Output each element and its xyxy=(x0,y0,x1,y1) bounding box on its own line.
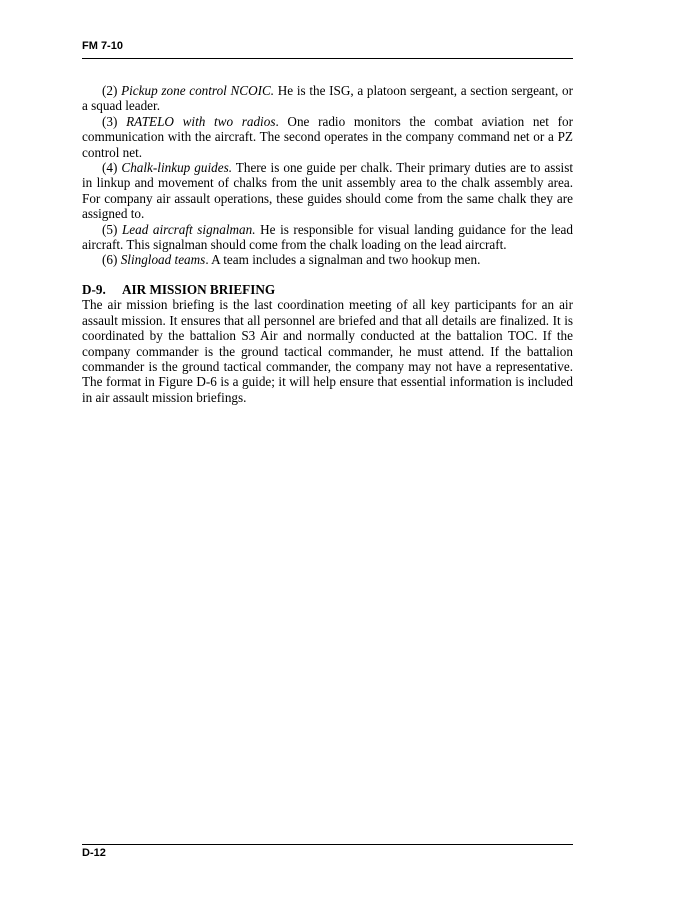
list-item-chalk-linkup-guides xyxy=(82,160,573,222)
item-number: (5) xyxy=(102,221,118,237)
item-text: . A team includes a signalman and two hookup men. xyxy=(205,252,481,268)
item-title: Lead aircraft signalman. xyxy=(121,221,256,237)
section-heading xyxy=(82,282,573,297)
section-number: D-9. xyxy=(82,281,106,297)
item-title: Pickup zone control NCOIC. xyxy=(121,83,275,98)
page-footer xyxy=(82,844,573,859)
section-body: The air mission briefing is the last coordination meeting of all key participants for an air assault mission. It ensures that all personnel are briefed and that all details are finalized. It is coordinated by the battalion S3 Air and normally conducted at the battalion TOC. If the company commander is the ground tactical commander, he must attend. If the battalion commander is the ground tactical commander, the company may not have a representative. The format in Figure D-6 is a guide; it will help ensure that essential information is included in air assault mission briefings. xyxy=(82,297,573,405)
manual-id: FM 7-10 xyxy=(82,40,123,52)
section-title: AIR MISSION BRIEFING xyxy=(122,281,276,297)
item-number: (4) xyxy=(102,160,118,176)
page-header xyxy=(82,38,573,59)
item-text: He is responsible for visual landing guidance for the lead aircraft. This signalman should come from the chalk loading on the lead aircraft. xyxy=(82,221,573,253)
item-number: (6) xyxy=(102,252,118,268)
item-text: . One radio monitors the combat aviation net for communication with the aircraft. The second operates in the company command net or a PZ control net. xyxy=(82,113,573,160)
item-title: RATELO with two radios xyxy=(126,113,276,129)
list-item-ratelo xyxy=(82,114,573,160)
page-body xyxy=(82,83,573,405)
list-item-pickup-zone-ncoic xyxy=(82,83,573,114)
list-item-lead-aircraft-signalman xyxy=(82,222,573,253)
page-number: D-12 xyxy=(82,847,106,859)
item-number: (2) xyxy=(102,83,118,98)
item-text: He is the ISG, a platoon sergeant, a section sergeant, or a squad leader. xyxy=(82,83,573,114)
item-number: (3) xyxy=(102,113,118,129)
item-text: There is one guide per chalk. Their primary duties are to assist in linkup and movement of chalks from the unit assembly area to the chalk assembly area. For company air assault operations, these guides should come from the same chalk they are assigned to. xyxy=(82,160,573,222)
item-title: Chalk-linkup guides. xyxy=(121,160,233,176)
item-title: Slingload teams xyxy=(120,252,206,268)
list-item-slingload-teams xyxy=(82,252,573,267)
